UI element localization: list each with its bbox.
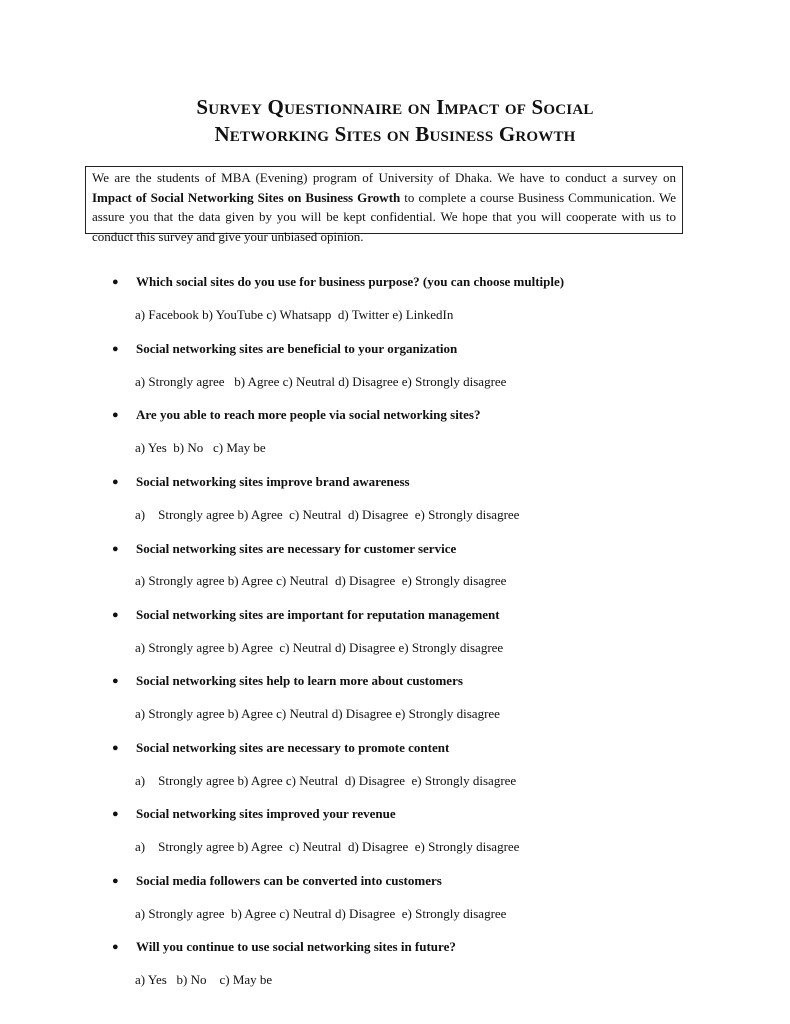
question-text: Social media followers can be converted into customers [136,873,442,888]
answer-options-10: a) Strongly agree b) Agree c) Neutral d) Disagree e) Strongly disagree [135,906,507,921]
question-2 [112,341,457,357]
question-text: Social networking sites are necessary to promote content [136,740,450,755]
intro-text-end: to complete a course Business Communication. We assure you that the data given by you will be kept confidential. We hope that you will cooperate with us to conduct this survey and give your unbiased opinion. [92,189,676,244]
bullet-icon: ● [112,742,119,754]
question-text: Are you able to reach more people via social networking sites? [136,407,481,422]
title-line-2: Networking Sites on Business Growth [214,122,576,146]
bullet-icon: ● [112,675,119,687]
question-11 [112,939,456,955]
question-text: Social networking sites improved your revenue [136,806,396,821]
question-3 [112,407,480,423]
question-text: Social networking sites improve brand awareness [136,474,410,489]
answer-options-8: a) Strongly agree b) Agree c) Neutral d) Disagree e) Strongly disagree [135,773,517,788]
question-5 [112,541,456,557]
intro-paragraph [92,167,676,246]
page-title [0,94,790,148]
bullet-icon: ● [112,276,119,288]
answer-options-2: a) Strongly agree b) Agree c) Neutral d) Disagree e) Strongly disagree [135,374,507,389]
title-line-1: Survey Questionnaire on Impact of Social [196,95,594,119]
bullet-icon: ● [112,409,119,421]
bullet-icon: ● [112,476,119,488]
answer-options-3: a) Yes b) No c) May be [135,440,266,455]
question-1 [112,274,564,290]
intro-box [85,166,683,244]
question-6 [112,607,500,623]
answer-options-11: a) Yes b) No c) May be [135,972,273,987]
question-text: Social networking sites are beneficial to your organization [136,341,458,356]
question-10 [112,873,442,889]
answer-options-4: a) Strongly agree b) Agree c) Neutral d) Disagree e) Strongly disagree [135,507,520,522]
bullet-icon: ● [112,343,119,355]
bullet-icon: ● [112,941,119,953]
question-8 [112,740,449,756]
bullet-icon: ● [112,543,119,555]
answer-options-9: a) Strongly agree b) Agree c) Neutral d) Disagree e) Strongly disagree [135,839,520,854]
answer-options-6: a) Strongly agree b) Agree c) Neutral d) Disagree e) Strongly disagree [135,640,504,655]
intro-text-start: We are the students of MBA (Evening) program of University of Dhaka. We have to conduct a survey on [92,170,676,185]
bullet-icon: ● [112,808,119,820]
answer-options-5: a) Strongly agree b) Agree c) Neutral d) Disagree e) Strongly disagree [135,573,507,588]
question-text: Social networking sites are necessary for customer service [136,541,457,556]
question-text: Which social sites do you use for business purpose? (you can choose multiple) [136,274,565,289]
question-9 [112,806,396,822]
question-7 [112,673,463,689]
question-text: Will you continue to use social networking sites in future? [136,939,456,954]
question-text: Social networking sites help to learn more about customers [136,673,463,688]
intro-survey-topic: Impact of Social Networking Sites on Business Growth [92,189,401,205]
answer-options-7: a) Strongly agree b) Agree c) Neutral d) Disagree e) Strongly disagree [135,706,500,721]
question-4 [112,474,410,490]
question-text: Social networking sites are important for reputation management [136,607,500,622]
bullet-icon: ● [112,875,119,887]
answer-options-1: a) Facebook b) YouTube c) Whatsapp d) Twitter e) LinkedIn [135,307,454,322]
bullet-icon: ● [112,609,119,621]
